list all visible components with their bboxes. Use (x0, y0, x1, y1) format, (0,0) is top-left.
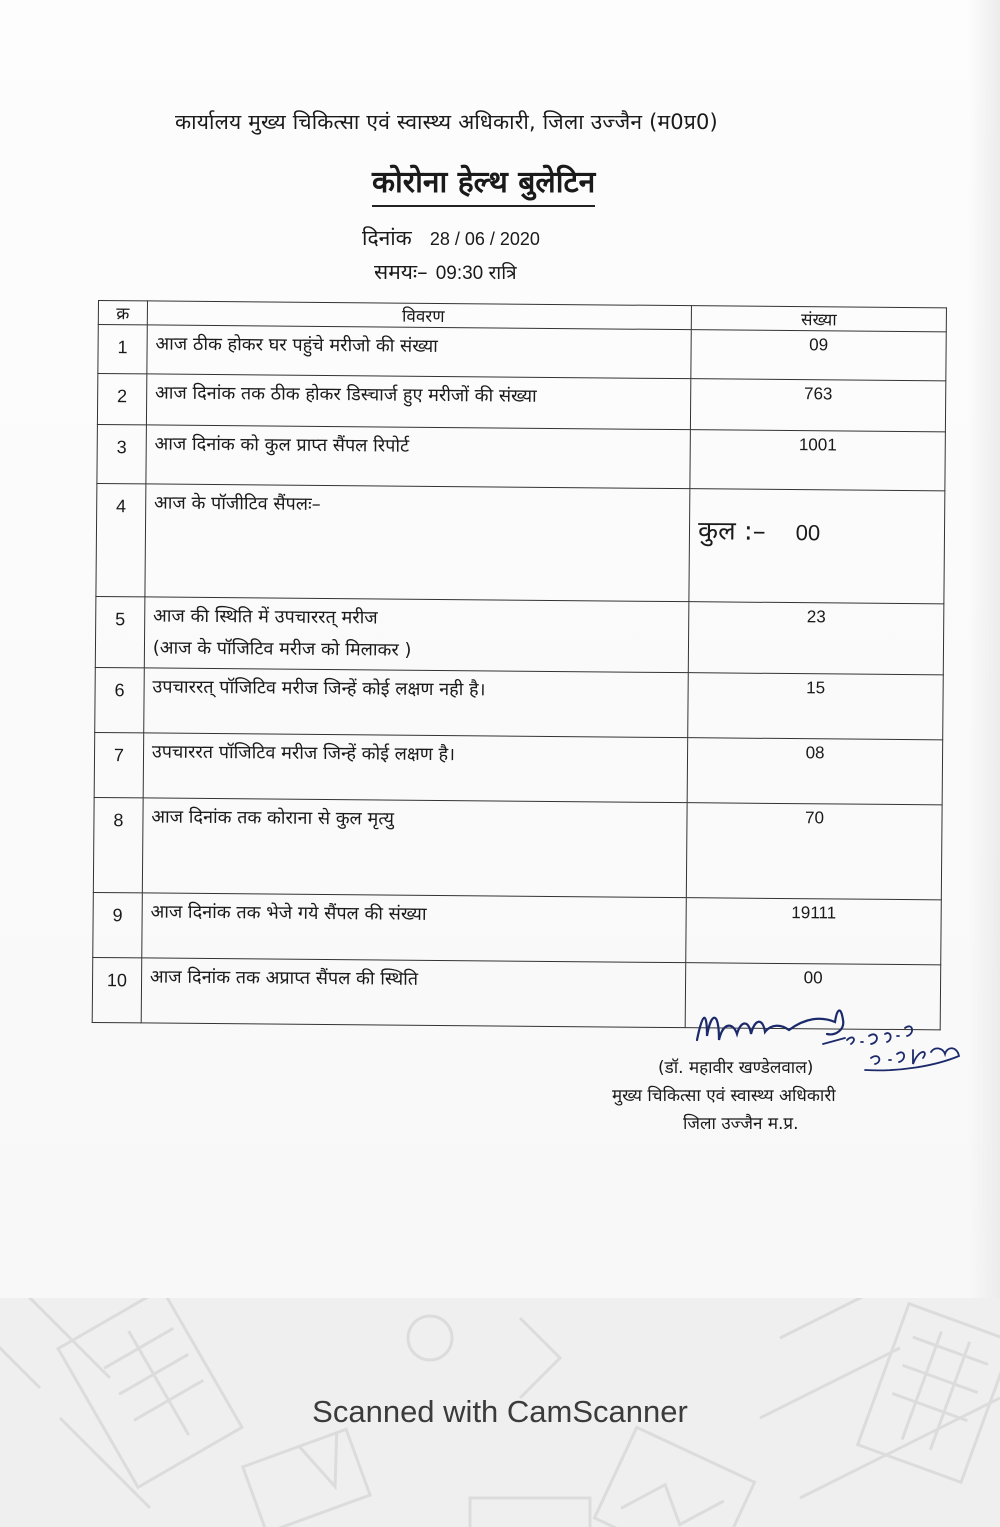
row-value-cell (689, 489, 945, 604)
table-row (94, 732, 943, 804)
row-description: उपचाररत् पॉजिटिव मरीज जिन्हें कोई लक्षण नही है। (144, 668, 689, 738)
positive-total (690, 511, 944, 549)
camscanner-text: Scanned with CamScanner (312, 1394, 688, 1429)
total-value: 00 (795, 520, 821, 546)
row-description: आज दिनांक तक भेजे गये सैंपल की संख्या (142, 893, 687, 963)
row-value: 1001 (690, 430, 945, 491)
row-description: आज दिनांक तक अप्राप्त सैंपल की स्थिति (141, 958, 686, 1028)
row-serial: 8 (93, 797, 143, 892)
office-heading: कार्यालय मुख्य चिकित्सा एवं स्वास्थ्य अधिकारी, जिला उज्जैन (म0प्र0) (175, 110, 718, 134)
header-serial: क्र (98, 301, 147, 325)
row-description: आज की स्थिति में उपचाररत् मरीज (152, 605, 378, 629)
bulletin-title: कोरोना हेल्थ बुलेटिन (372, 160, 595, 207)
row-serial: 2 (97, 374, 146, 425)
camscanner-watermark-band (0, 1298, 1000, 1527)
time-label: समयः– (374, 260, 428, 284)
signer-name: (डॉ. महावीर खण्डेलवाल) (658, 1058, 814, 1078)
header-description: विवरण (147, 301, 691, 330)
total-label: कुल :– (697, 516, 766, 547)
row-description: आज दिनांक को कुल प्राप्त सैंपल रिपोर्ट (146, 425, 691, 489)
row-value: 08 (687, 738, 942, 805)
row-serial: 1 (98, 325, 147, 374)
row-value: 23 (688, 602, 944, 675)
signer-district: जिला उज्जैन म.प्र. (683, 1114, 799, 1134)
row-value: 70 (686, 803, 942, 900)
row-serial: 4 (96, 483, 146, 596)
row-value: 09 (691, 330, 946, 381)
row-value: 00 (685, 963, 940, 1030)
time-value: 09:30 रात्रि (435, 263, 517, 284)
row-description-note: (आज के पॉजिटिव मरीज को मिलाकर ) (152, 637, 412, 661)
row-serial: 6 (95, 667, 144, 732)
bulletin-table (92, 300, 947, 1030)
row-description-cell (144, 597, 689, 673)
table-row (96, 483, 945, 603)
date-value: 28 / 06 / 2020 (429, 229, 540, 249)
table-row (93, 892, 942, 964)
row-description: आज के पॉजीटिव सैंपलः– (145, 484, 690, 602)
signer-designation: मुख्य चिकित्सा एवं स्वास्थ्य अधिकारी (612, 1086, 836, 1106)
header-count: संख्या (691, 306, 946, 332)
row-description: आज दिनांक तक ठीक होकर डिस्चार्ज हुए मरीजों की संख्या (146, 374, 691, 430)
row-serial: 9 (93, 892, 142, 957)
table-row (93, 797, 942, 899)
table-row (98, 325, 946, 381)
row-description: आज ठीक होकर घर पहुंचे मरीजो की संख्या (147, 325, 692, 379)
row-serial: 7 (94, 732, 143, 797)
row-serial: 10 (92, 957, 141, 1022)
table-row (95, 596, 944, 674)
table-row (97, 374, 945, 432)
row-value: 763 (690, 379, 945, 432)
row-serial: 5 (95, 596, 144, 667)
row-description: आज दिनांक तक कोराना से कुल मृत्यु (142, 798, 687, 898)
date-label: दिनांक (362, 226, 412, 250)
time-row (374, 258, 517, 286)
row-value: 15 (688, 673, 943, 740)
page-edge-shadow (968, 0, 1000, 1298)
row-description: उपचाररत पॉजिटिव मरीज जिन्हें कोई लक्षण है। (143, 733, 688, 803)
date-row (362, 224, 540, 252)
table-row (95, 667, 944, 739)
row-serial: 3 (97, 424, 146, 483)
table-row (97, 424, 945, 490)
row-value: 19111 (686, 898, 941, 965)
